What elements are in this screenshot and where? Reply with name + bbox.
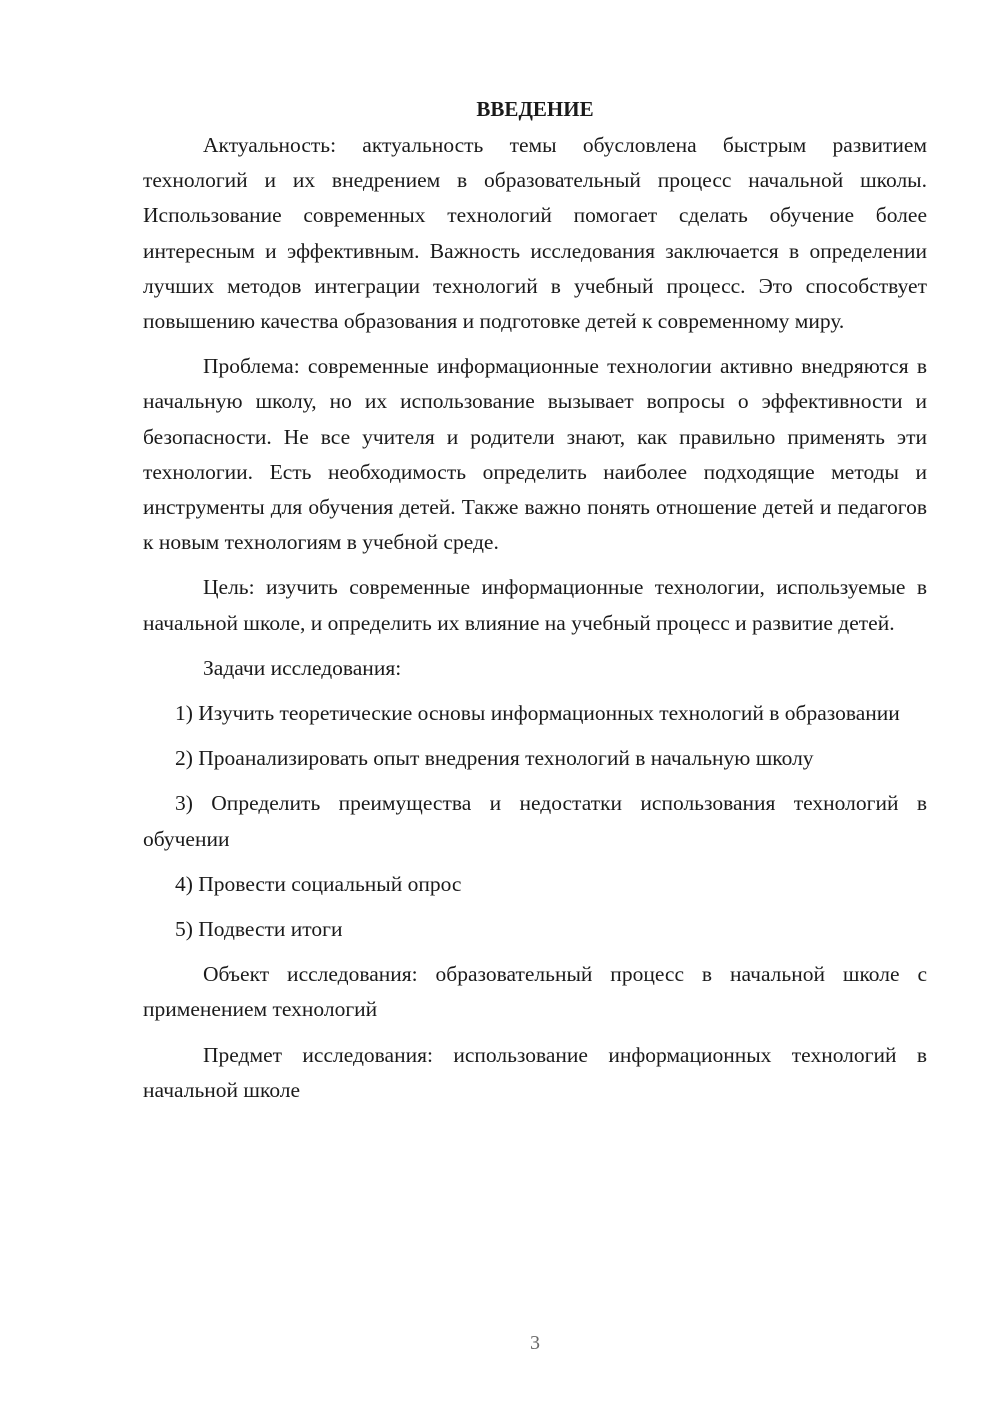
task-item-3: 3) Определить преимущества и недостатки использования технологий в обучении <box>143 791 927 851</box>
subject-paragraph: Предмет исследования: использование информационных технологий в начальной школе <box>143 1042 927 1102</box>
task-item-2: 2) Проанализировать опыт внедрения технологий в начальную школу <box>175 746 814 771</box>
task-item-4: 4) Провести социальный опрос <box>175 871 462 896</box>
section-heading: ВВЕДЕНИЕ <box>476 97 594 121</box>
problem-paragraph: Проблема: современные информационные технологии активно внедряются в начальную школу, но их использование вызывает вопросы о эффективности и безопасности. Не все учителя и родители знают, как правильно применять эти технологии. Есть необходимость определить наиболее подходящие методы и инструменты для обучения детей. Также важно понять отношение детей и педагогов к новым технологиям в учебной среде. <box>143 354 927 555</box>
tasks-heading: Задачи исследования: <box>203 655 402 680</box>
task-item-1: 1) Изучить теоретические основы информационных технологий в образовании <box>175 701 900 726</box>
page-number: 3 <box>530 1332 540 1354</box>
object-paragraph: Объект исследования: образовательный процесс в начальной школе с применением технологий <box>143 962 927 1022</box>
relevance-paragraph: Актуальность: актуальность темы обусловлена быстрым развитием технологий и их внедрением в образовательный процесс начальной школы. Использование современных технологий помогает сделать обучение более интересным и эффективным. Важность исследования заключается в определении лучших методов интеграции технологий в учебный процесс. Это способствует повышению качества образования и подготовке детей к современному миру. <box>143 133 927 334</box>
goal-paragraph: Цель: изучить современные информационные технологии, используемые в начальной школе, и определить их влияние на учебный процесс и развитие детей. <box>143 575 927 635</box>
document-page <box>143 92 927 1118</box>
task-item-5: 5) Подвести итоги <box>175 917 343 942</box>
